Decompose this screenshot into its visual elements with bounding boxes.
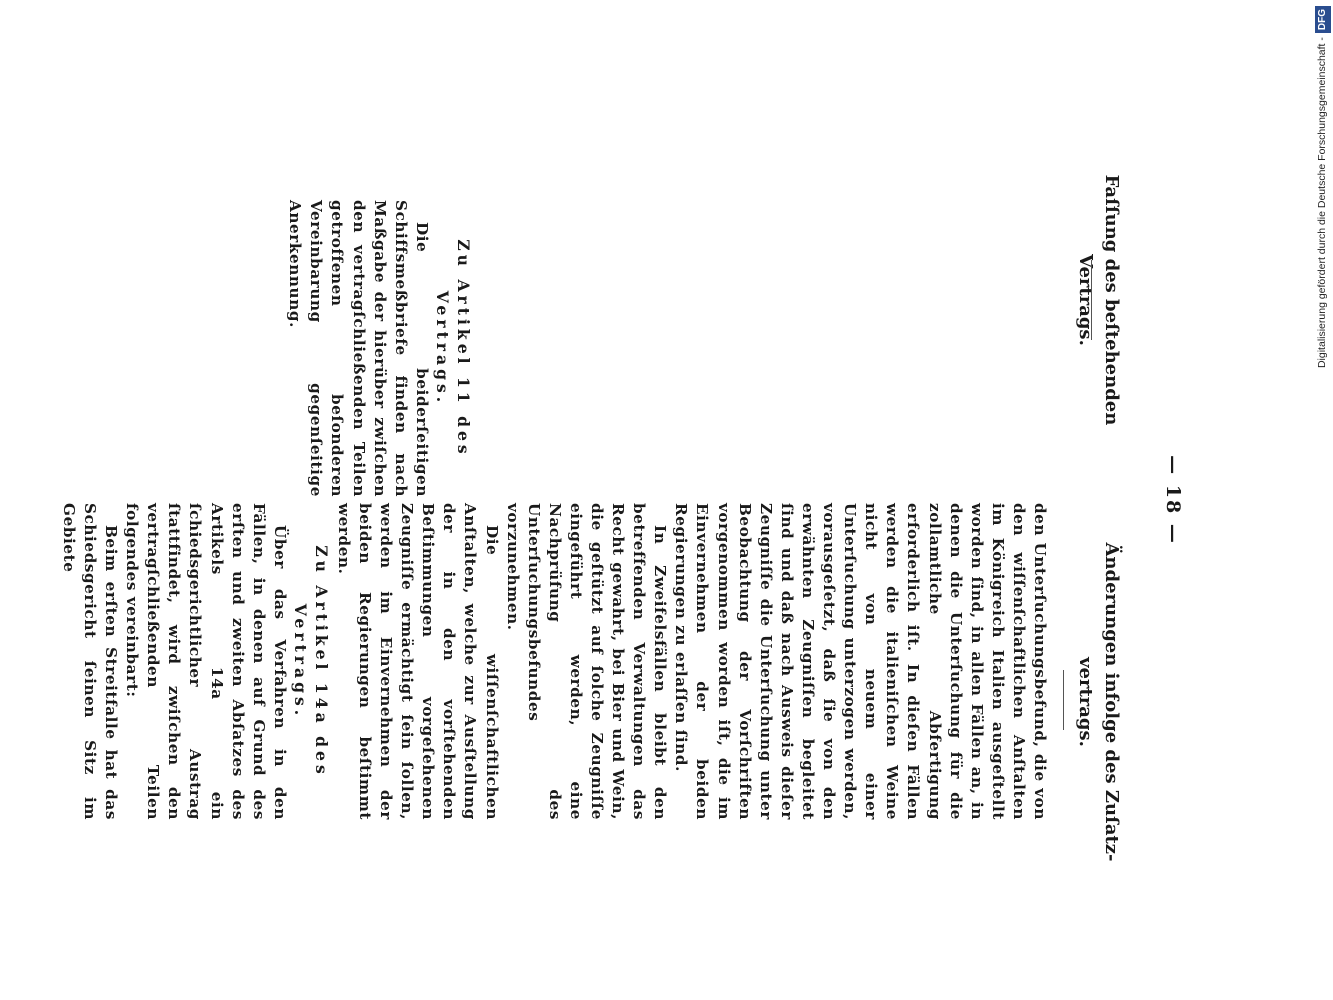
paragraph: In Zweifelsfällen bleibt den betreffenden Verwaltungen das Recht gewahrt, bei Bier und Wein, die geſtützt auf ſolche Zeugniſſe eingeführt werden, eine Nachprüfung des Unterſuchungsbefundes vorzunehmen. [503, 503, 670, 820]
right-heading-rule [1063, 670, 1064, 730]
paragraph: Beim erſten Streitfalle hat das Schiedsgericht ſeinen Sitz im Gebiete [59, 503, 121, 820]
right-column-heading: Änderungen infolge des Zuſatz-vertrags. [1075, 542, 1122, 862]
article-14a-section [58, 503, 332, 820]
page-number: — 18 — [1162, 455, 1184, 545]
paragraph: den Unterſuchungsbefund, die von den wiſſenſchaftlichen Anſtalten im Königreich Italien ausgeſtellt worden ſind, in allen Fällen an, in denen die Unterſuchung für die zollamtliche Abfertigung erforderlich iſt. In dieſen Fällen werden die italieniſchen Weine nicht von neuem einer Unterſuchung unterzogen werden, vorausgeſetzt, daß ſie von den erwähnten Zeugniſſen begleitet ſind und daß nach Ausweis dieſer Zeugniſſe die Unterſuchung unter Beobachtung der Vorſchriften vorgenommen worden iſt, die im Einvernehmen der beiden Regierungen zu erlaſſen ſind. [672, 503, 1049, 820]
dfg-logo: DFG [1315, 6, 1331, 33]
paragraph: Die wiſſenſchaftlichen Anſtalten, welche zur Ausſtellung der in den vorſtehenden Beſtimmungen vorgeſehenen Zeugniſſe ermächtigt ſein ſollen, werden im Einvernehmen der beiden Regierungen beſtimmt werden. [334, 503, 501, 820]
left-column-heading: Faſſung des beſtehenden Vertrags. [1075, 174, 1122, 426]
right-column-text [333, 503, 1050, 820]
document-page [59, 50, 1212, 950]
digitization-note-text: Digitalisierung gefördert durch die Deutsche Forschungsgemeinschaft - [1316, 37, 1328, 369]
article-11-section [284, 200, 474, 497]
digitization-note [1311, 6, 1333, 396]
left-heading-rule [1091, 260, 1092, 340]
paragraph: Die beiderſeitigen Schiffsmeßbriefe finden nach Maßgabe der hierüber zwiſchen den vertragſchließenden Teilen getroffenen beſonderen Vereinbarung gegenſeitige Anerkennung. [286, 200, 431, 497]
article-14a-title: Zu Artikel 14a des Vertrags. [290, 545, 331, 778]
paragraph: Über das Verfahren in den Fällen, in denen auf Grund des erſten und zweiten Abſatzes des Artikels 14a ein ſchiedsgerichtlicher Austrag ſtattfindet, wird zwiſchen den vertragſchließenden Teilen folgendes vereinbart: [123, 503, 289, 820]
article-11-title: Zu Artikel 11 des Vertrags. [432, 239, 473, 458]
